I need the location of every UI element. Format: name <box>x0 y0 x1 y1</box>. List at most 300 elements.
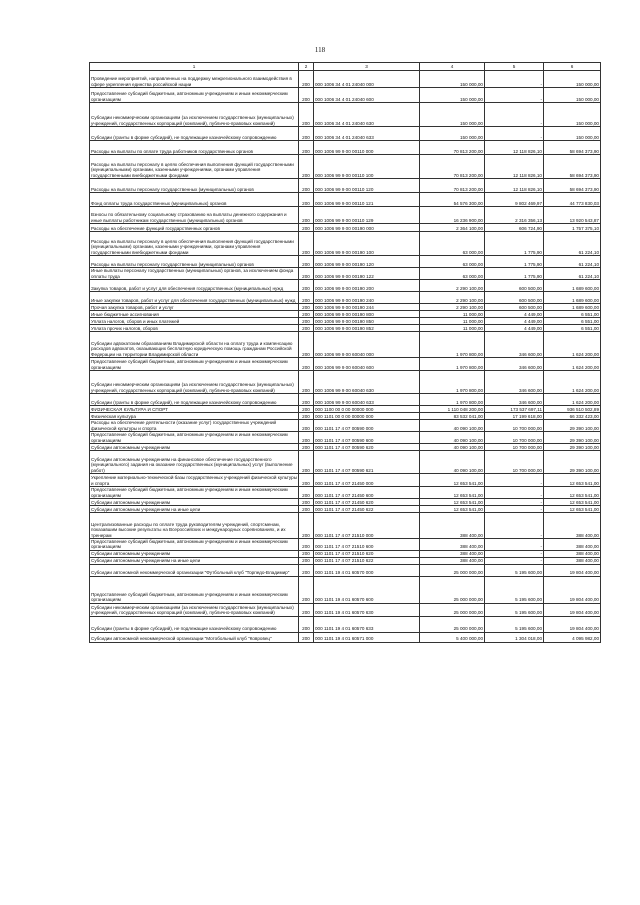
row-code: 200 <box>299 292 314 304</box>
row-executed: 173 537 697,11 <box>485 406 544 413</box>
row-name: Субсидии автономным учреждениям <box>90 550 299 557</box>
table-row <box>90 487 601 499</box>
row-unexecuted: 19 804 400,00 <box>544 564 601 576</box>
row-unexecuted: 66 332 423,00 <box>544 413 601 420</box>
row-classification: 000 1101 17 4 07 21510 620 <box>314 550 420 557</box>
row-code: 200 <box>299 487 314 499</box>
row-name: Предоставление субсидий бюджетным, автономным учреждениям и иным некоммерческим организациям <box>90 539 299 551</box>
row-classification: 000 1006 99 9 00 00110 000 <box>314 141 420 155</box>
row-name: Субсидии автономным учреждениям <box>90 444 299 451</box>
row-name: Централизованные расходы по оплате труда руководителям учреждений, спортсменам, показавшим высокие результаты на Всероссийских и международных соревнованиях, и их тренерам <box>90 513 299 539</box>
row-executed: - <box>485 513 544 539</box>
row-executed: 346 600,00 <box>485 358 544 371</box>
row-unexecuted: 150 000,00 <box>544 71 601 88</box>
row-name: Субсидии автономным учреждениям на иные цели <box>90 557 299 564</box>
row-approved: 1 110 048 200,00 <box>420 406 485 413</box>
table-row <box>90 268 601 280</box>
row-unexecuted: 29 390 100,00 <box>544 444 601 451</box>
table-row <box>90 513 601 539</box>
row-classification: 000 1101 17 4 07 21450 620 <box>314 499 420 506</box>
row-code: 200 <box>299 311 314 318</box>
row-code: 200 <box>299 141 314 155</box>
table-row <box>90 420 601 432</box>
row-classification: 000 1006 99 9 00 00190 240 <box>314 292 420 304</box>
header-cell: 4 <box>420 63 485 71</box>
row-executed: 10 700 000,00 <box>485 451 544 474</box>
budget-table <box>89 62 601 643</box>
row-unexecuted: 12 653 541,00 <box>544 499 601 506</box>
row-code: 200 <box>299 413 314 420</box>
table-row <box>90 550 601 557</box>
row-classification: 000 1101 17 4 07 21450 622 <box>314 506 420 513</box>
row-unexecuted: 19 804 400,00 <box>544 576 601 603</box>
row-executed: - <box>485 557 544 564</box>
row-executed: 1 775,90 <box>485 268 544 280</box>
table-row <box>90 207 601 224</box>
row-unexecuted: 388 400,00 <box>544 513 601 539</box>
row-name: Субсидии (гранты в форме субсидий), не подлежащие казначейскому сопровождению <box>90 394 299 406</box>
row-classification: 000 1006 99 9 00 00110 120 <box>314 179 420 193</box>
row-unexecuted: 19 804 400,00 <box>544 603 601 616</box>
row-executed: 5 195 600,00 <box>485 603 544 616</box>
row-approved: 388 400,00 <box>420 550 485 557</box>
row-executed: 4 449,00 <box>485 311 544 318</box>
row-executed: 5 195 600,00 <box>485 564 544 576</box>
row-approved: 5 400 000,00 <box>420 632 485 642</box>
row-code: 200 <box>299 557 314 564</box>
table-row <box>90 179 601 193</box>
row-executed: - <box>485 88 544 103</box>
row-classification: 000 1101 17 4 07 00590 000 <box>314 420 420 432</box>
table-row <box>90 499 601 506</box>
row-executed: 9 802 469,97 <box>485 193 544 207</box>
row-executed: - <box>485 487 544 499</box>
table-row <box>90 557 601 564</box>
table-row <box>90 616 601 632</box>
table-row <box>90 280 601 292</box>
row-approved: 63 000,00 <box>420 268 485 280</box>
row-unexecuted: 12 653 541,00 <box>544 506 601 513</box>
row-executed: 600 500,00 <box>485 280 544 292</box>
table-row <box>90 127 601 141</box>
row-name: Иные закупки товаров, работ и услуг для обеспечения государственных (муниципальных) нужд <box>90 292 299 304</box>
row-executed: 606 724,90 <box>485 224 544 232</box>
row-classification: 000 1101 19 4 01 60570 633 <box>314 616 420 632</box>
row-classification: 000 1101 17 4 07 21450 000 <box>314 474 420 487</box>
table-row <box>90 193 601 207</box>
row-approved: 2 364 100,00 <box>420 224 485 232</box>
row-classification: 000 1101 17 4 07 21510 000 <box>314 513 420 539</box>
row-approved: 25 000 000,00 <box>420 616 485 632</box>
row-approved: 40 090 100,00 <box>420 420 485 432</box>
row-approved: 40 090 100,00 <box>420 444 485 451</box>
row-classification: 000 1101 19 4 01 60571 000 <box>314 632 420 642</box>
row-name: Предоставление субсидий бюджетным, автономным учреждениям и иным некоммерческим организациям <box>90 432 299 444</box>
row-name: Уплата прочих налогов, сборов <box>90 325 299 332</box>
row-name: Предоставление субсидий бюджетным, автономным учреждениям и иным некоммерческим организациям <box>90 576 299 603</box>
row-code: 200 <box>299 224 314 232</box>
row-name: Иные бюджетные ассигнования <box>90 311 299 318</box>
row-executed: 346 600,00 <box>485 371 544 394</box>
row-code: 200 <box>299 232 314 256</box>
table-row <box>90 451 601 474</box>
table-row <box>90 71 601 88</box>
row-classification: 000 1101 17 4 07 00590 600 <box>314 432 420 444</box>
row-unexecuted: 58 694 373,90 <box>544 155 601 179</box>
row-executed: 4 449,00 <box>485 325 544 332</box>
row-code: 200 <box>299 193 314 207</box>
row-unexecuted: 12 653 541,00 <box>544 487 601 499</box>
row-executed: - <box>485 550 544 557</box>
row-classification: 000 1101 17 4 07 00590 620 <box>314 444 420 451</box>
row-code: 200 <box>299 499 314 506</box>
row-approved: 1 970 800,00 <box>420 332 485 358</box>
table-row <box>90 332 601 358</box>
row-classification: 000 1006 99 9 00 60040 600 <box>314 358 420 371</box>
row-approved: 388 400,00 <box>420 557 485 564</box>
row-name: Фонд оплаты труда государственных (муниципальных) органов <box>90 193 299 207</box>
row-executed: - <box>485 506 544 513</box>
row-code: 200 <box>299 358 314 371</box>
row-approved: 2 290 100,00 <box>420 304 485 311</box>
row-name: Взносы по обязательному социальному страхованию на выплаты денежного содержания и иные выплаты работникам государственных (муниципальных) органов <box>90 207 299 224</box>
table-row <box>90 358 601 371</box>
table-row <box>90 576 601 603</box>
table-row <box>90 413 601 420</box>
row-executed: - <box>485 103 544 127</box>
header-row <box>90 63 601 71</box>
row-code: 200 <box>299 406 314 413</box>
row-name: Субсидии адвокатским образованиям Владимирской области на оплату труда и компенсацию расходов адвокатов, оказывающих бесплатную юридическую помощь гражданам Российской Федерации на территории Владимирской области <box>90 332 299 358</box>
row-code: 200 <box>299 444 314 451</box>
row-code: 200 <box>299 539 314 551</box>
row-name: Уплата налогов, сборов и иных платежей <box>90 318 299 325</box>
row-unexecuted: 58 694 373,90 <box>544 179 601 193</box>
row-unexecuted: 6 551,00 <box>544 311 601 318</box>
row-name: Предоставление субсидий бюджетным, автономным учреждениям и иным некоммерческим организациям <box>90 88 299 103</box>
row-executed: 12 118 826,10 <box>485 179 544 193</box>
row-code: 200 <box>299 325 314 332</box>
row-classification: 000 1006 99 9 00 00190 200 <box>314 280 420 292</box>
row-approved: 150 000,00 <box>420 71 485 88</box>
row-unexecuted: 19 804 400,00 <box>544 616 601 632</box>
row-executed: 10 700 000,00 <box>485 420 544 432</box>
row-code: 200 <box>299 576 314 603</box>
row-approved: 40 090 100,00 <box>420 451 485 474</box>
row-unexecuted: 61 224,10 <box>544 268 601 280</box>
row-approved: 70 813 200,00 <box>420 179 485 193</box>
row-code: 200 <box>299 304 314 311</box>
row-name: Субсидии (гранты в форме субсидий), не подлежащие казначейскому сопровождению <box>90 127 299 141</box>
row-approved: 70 813 200,00 <box>420 141 485 155</box>
table-row <box>90 155 601 179</box>
row-code: 200 <box>299 318 314 325</box>
row-classification: 000 1006 34 4 01 24040 630 <box>314 103 420 127</box>
row-classification: 000 1101 17 4 07 21450 600 <box>314 487 420 499</box>
row-classification: 000 1006 99 9 00 00190 244 <box>314 304 420 311</box>
row-unexecuted: 388 400,00 <box>544 550 601 557</box>
row-code: 200 <box>299 550 314 557</box>
row-executed: 2 316 356,13 <box>485 207 544 224</box>
row-code: 200 <box>299 207 314 224</box>
row-executed: 4 449,00 <box>485 318 544 325</box>
row-approved: 25 000 000,00 <box>420 564 485 576</box>
row-code: 200 <box>299 513 314 539</box>
row-name: Субсидии автономной некоммерческой организации "Мотобольный клуб "Ковровец" <box>90 632 299 642</box>
row-unexecuted: 29 390 100,00 <box>544 432 601 444</box>
header-cell: 6 <box>544 63 601 71</box>
row-approved: 83 532 041,00 <box>420 413 485 420</box>
row-approved: 11 000,00 <box>420 325 485 332</box>
row-unexecuted: 1 757 375,10 <box>544 224 601 232</box>
table-row <box>90 603 601 616</box>
row-code: 200 <box>299 71 314 88</box>
table-row <box>90 474 601 487</box>
table-row <box>90 539 601 551</box>
row-name: ФИЗИЧЕСКАЯ КУЛЬТУРА И СПОРТ <box>90 406 299 413</box>
row-executed: 1 304 018,00 <box>485 632 544 642</box>
row-name: Субсидии автономным учреждениям <box>90 499 299 506</box>
row-classification: 000 1006 99 9 00 00110 129 <box>314 207 420 224</box>
row-code: 200 <box>299 420 314 432</box>
row-classification: 000 1006 99 9 00 60040 630 <box>314 371 420 394</box>
table-row <box>90 432 601 444</box>
table-row <box>90 564 601 576</box>
row-unexecuted: 936 510 502,89 <box>544 406 601 413</box>
row-name: Субсидии автономной некоммерческой организации "Футбольный клуб "Торпедо-Владимир" <box>90 564 299 576</box>
table-row <box>90 292 601 304</box>
row-approved: 11 000,00 <box>420 311 485 318</box>
row-name: Субсидии некоммерческим организациям (за исключением государственных (муниципальных) учреждений, государственных корпораций (компаний), публично-правовых компаний) <box>90 103 299 127</box>
row-classification: 000 1006 99 9 00 00190 120 <box>314 256 420 268</box>
row-name: Субсидии (гранты в форме субсидий), не подлежащие казначейскому сопровождению <box>90 616 299 632</box>
row-name: Расходы на обеспечение деятельности (оказание услуг) государственных учреждений физической культуры и спорта <box>90 420 299 432</box>
row-approved: 1 970 800,00 <box>420 358 485 371</box>
row-classification: 000 1101 17 4 07 21510 622 <box>314 557 420 564</box>
row-classification: 000 1101 19 4 01 60570 000 <box>314 564 420 576</box>
row-classification: 000 1100 00 0 00 00000 000 <box>314 406 420 413</box>
row-name: Укрепление материально-технической базы государственных учреждений физической культуры и спорта <box>91 475 298 486</box>
row-code: 200 <box>299 616 314 632</box>
row-code: 200 <box>299 432 314 444</box>
row-code: 200 <box>299 371 314 394</box>
table-row <box>90 311 601 318</box>
table-row <box>90 141 601 155</box>
row-executed: 5 195 600,00 <box>485 576 544 603</box>
row-name: Закупка товаров, работ и услуг для обеспечения государственных (муниципальных) нужд <box>90 280 299 292</box>
header-cell: 3 <box>314 63 420 71</box>
row-approved: 1 970 800,00 <box>420 394 485 406</box>
row-unexecuted: 388 400,00 <box>544 539 601 551</box>
row-classification: 000 1101 17 4 07 00590 621 <box>314 451 420 474</box>
row-unexecuted: 29 390 100,00 <box>544 420 601 432</box>
row-code: 200 <box>299 179 314 193</box>
row-unexecuted: 1 689 600,00 <box>544 304 601 311</box>
row-approved: 150 000,00 <box>420 103 485 127</box>
table-row <box>90 444 601 451</box>
table-row <box>90 406 601 413</box>
row-unexecuted: 1 624 200,00 <box>544 371 601 394</box>
row-name: Субсидии некоммерческим организациям (за исключением государственных (муниципальных) учреждений, государственных корпораций (компаний), публично-правовых компаний) <box>90 603 299 616</box>
row-classification: 000 1006 34 4 01 24040 000 <box>314 71 420 88</box>
row-approved: 12 653 541,00 <box>420 487 485 499</box>
row-executed: 600 500,00 <box>485 304 544 311</box>
row-name: Субсидии некоммерческим организациям (за исключением государственных (муниципальных) учреждений, государственных корпораций (компаний), публично-правовых компаний) <box>90 371 299 394</box>
row-approved: 388 400,00 <box>420 513 485 539</box>
row-executed: - <box>485 474 544 487</box>
row-unexecuted: 4 095 982,00 <box>544 632 601 642</box>
row-unexecuted: 1 624 200,00 <box>544 332 601 358</box>
row-unexecuted: 58 694 373,90 <box>544 141 601 155</box>
row-name: Прочая закупка товаров, работ и услуг <box>90 304 299 311</box>
row-code: 200 <box>299 603 314 616</box>
row-executed: 346 600,00 <box>485 394 544 406</box>
table-row <box>90 325 601 332</box>
row-code: 200 <box>299 268 314 280</box>
row-code: 200 <box>299 564 314 576</box>
row-name: Физическая культура <box>90 413 299 420</box>
row-executed: 17 199 618,00 <box>485 413 544 420</box>
row-classification: 000 1006 99 9 00 00190 100 <box>314 232 420 256</box>
header-cell: 1 <box>90 63 299 71</box>
row-unexecuted: 44 773 830,03 <box>544 193 601 207</box>
header-cell: 2 <box>299 63 314 71</box>
row-executed: 1 775,90 <box>485 232 544 256</box>
row-name: Проведение мероприятий, направленных на поддержку межрегионального взаимодействия в сфере укрепления единства российской нации <box>90 71 299 88</box>
row-code: 200 <box>299 280 314 292</box>
row-approved: 11 000,00 <box>420 318 485 325</box>
row-classification: 000 1006 99 9 00 60040 000 <box>314 332 420 358</box>
row-classification: 000 1006 99 9 00 00110 121 <box>314 193 420 207</box>
row-classification: 000 1101 19 4 01 60570 600 <box>314 576 420 603</box>
row-classification: 000 1101 17 4 07 21510 600 <box>314 539 420 551</box>
row-approved: 63 000,00 <box>420 256 485 268</box>
row-code: 200 <box>299 474 314 487</box>
row-approved: 150 000,00 <box>420 127 485 141</box>
row-name: Расходы на обеспечение функций государственных органов <box>90 224 299 232</box>
table-row <box>90 304 601 311</box>
row-code: 200 <box>299 256 314 268</box>
row-unexecuted: 6 551,00 <box>544 325 601 332</box>
row-unexecuted: 13 920 543,87 <box>544 207 601 224</box>
row-executed: - <box>485 71 544 88</box>
row-name: Иные выплаты персоналу государственных (муниципальных) органов, за исключением фонда оплаты труда <box>90 268 299 280</box>
row-unexecuted: 61 224,10 <box>544 232 601 256</box>
row-approved: 2 290 100,00 <box>420 292 485 304</box>
row-name: Предоставление субсидий бюджетным, автономным учреждениям и иным некоммерческим организациям <box>90 358 299 371</box>
header-cell: 5 <box>485 63 544 71</box>
row-unexecuted: 1 689 600,00 <box>544 292 601 304</box>
row-approved: 70 813 200,00 <box>420 155 485 179</box>
row-executed: 1 775,90 <box>485 256 544 268</box>
row-executed: - <box>485 539 544 551</box>
row-executed: 12 118 826,10 <box>485 155 544 179</box>
row-name: Расходы на выплаты по оплате труда работников государственных органов <box>90 141 299 155</box>
row-approved: 25 000 000,00 <box>420 603 485 616</box>
row-executed: 10 700 000,00 <box>485 432 544 444</box>
table-row <box>90 394 601 406</box>
table-row <box>90 224 601 232</box>
row-approved: 12 653 541,00 <box>420 506 485 513</box>
row-approved: 1 970 800,00 <box>420 371 485 394</box>
row-code: 200 <box>299 332 314 358</box>
row-name: Расходы на выплаты персоналу в целях обеспечения выполнения функций государственными (муниципальными) органами, казенными учреждениями, органами управления государственными внебюджетными фондами <box>90 155 299 179</box>
row-unexecuted: 12 653 541,00 <box>544 474 601 487</box>
row-classification: 000 1006 99 9 00 00190 850 <box>314 318 420 325</box>
row-approved: 63 000,00 <box>420 232 485 256</box>
row-classification: 000 1101 00 0 00 00000 000 <box>314 413 420 420</box>
row-executed: 12 118 826,10 <box>485 141 544 155</box>
row-unexecuted: 150 000,00 <box>544 127 601 141</box>
row-code: 200 <box>299 506 314 513</box>
table-row <box>90 318 601 325</box>
table-row <box>90 88 601 103</box>
table-row <box>90 103 601 127</box>
row-classification: 000 1006 99 9 00 00190 122 <box>314 268 420 280</box>
table-row <box>90 232 601 256</box>
table-row <box>90 632 601 642</box>
row-unexecuted: 1 689 600,00 <box>544 280 601 292</box>
row-approved: 54 576 300,00 <box>420 193 485 207</box>
row-classification: 000 1006 34 4 01 24040 600 <box>314 88 420 103</box>
row-classification: 000 1006 99 9 00 00190 000 <box>314 224 420 232</box>
row-classification: 000 1006 99 9 00 00190 800 <box>314 311 420 318</box>
row-code: 200 <box>299 103 314 127</box>
row-approved: 25 000 000,00 <box>420 576 485 603</box>
row-classification: 000 1006 99 9 00 00110 100 <box>314 155 420 179</box>
row-name: Расходы на выплаты персоналу государственных (муниципальных) органов <box>90 179 299 193</box>
row-name: Субсидии автономным учреждениям на иные цели <box>90 506 299 513</box>
row-classification: 000 1006 99 9 00 60040 633 <box>314 394 420 406</box>
row-approved: 16 236 900,00 <box>420 207 485 224</box>
row-unexecuted: 1 624 200,00 <box>544 358 601 371</box>
row-code: 200 <box>299 632 314 642</box>
row-unexecuted: 388 400,00 <box>544 557 601 564</box>
row-unexecuted: 61 224,10 <box>544 256 601 268</box>
row-code: 200 <box>299 88 314 103</box>
row-unexecuted: 1 624 200,00 <box>544 394 601 406</box>
row-classification: 000 1006 34 4 01 24040 633 <box>314 127 420 141</box>
row-unexecuted: 29 390 100,00 <box>544 451 601 474</box>
row-classification: 000 1006 99 9 00 00190 852 <box>314 325 420 332</box>
row-executed: - <box>485 499 544 506</box>
row-code: 200 <box>299 394 314 406</box>
row-unexecuted: 150 000,00 <box>544 103 601 127</box>
row-name: Субсидии автономным учреждениям на финансовое обеспечение государственного (муниципального) задания на оказание государственных (муниципальных) услуг (выполнение работ) <box>90 451 299 474</box>
page-number: 118 <box>314 46 326 54</box>
row-code: 200 <box>299 451 314 474</box>
row-executed: 5 195 600,00 <box>485 616 544 632</box>
row-executed: 600 500,00 <box>485 292 544 304</box>
row-name: Расходы на выплаты персоналу в целях обеспечения выполнения функций государственными (муниципальными) органами, казенными учреждениями, органами управления государственными внебюджетными фондами <box>90 232 299 256</box>
row-approved: 150 000,00 <box>420 88 485 103</box>
row-unexecuted: 6 551,00 <box>544 318 601 325</box>
row-executed: - <box>485 127 544 141</box>
row-code: 200 <box>299 155 314 179</box>
row-code: 200 <box>299 127 314 141</box>
row-approved: 2 290 100,00 <box>420 280 485 292</box>
row-name: Расходы на выплаты персоналу государственных (муниципальных) органов <box>90 256 299 268</box>
row-approved: 40 090 100,00 <box>420 432 485 444</box>
table-row <box>90 506 601 513</box>
row-executed: 10 700 000,00 <box>485 444 544 451</box>
row-classification: 000 1101 19 4 01 60570 630 <box>314 603 420 616</box>
row-name: Предоставление субсидий бюджетным, автономным учреждениям и иным некоммерческим организациям <box>90 487 299 499</box>
table-row <box>90 256 601 268</box>
row-executed: 346 600,00 <box>485 332 544 358</box>
row-unexecuted: 150 000,00 <box>544 88 601 103</box>
row-approved: 12 653 541,00 <box>420 499 485 506</box>
